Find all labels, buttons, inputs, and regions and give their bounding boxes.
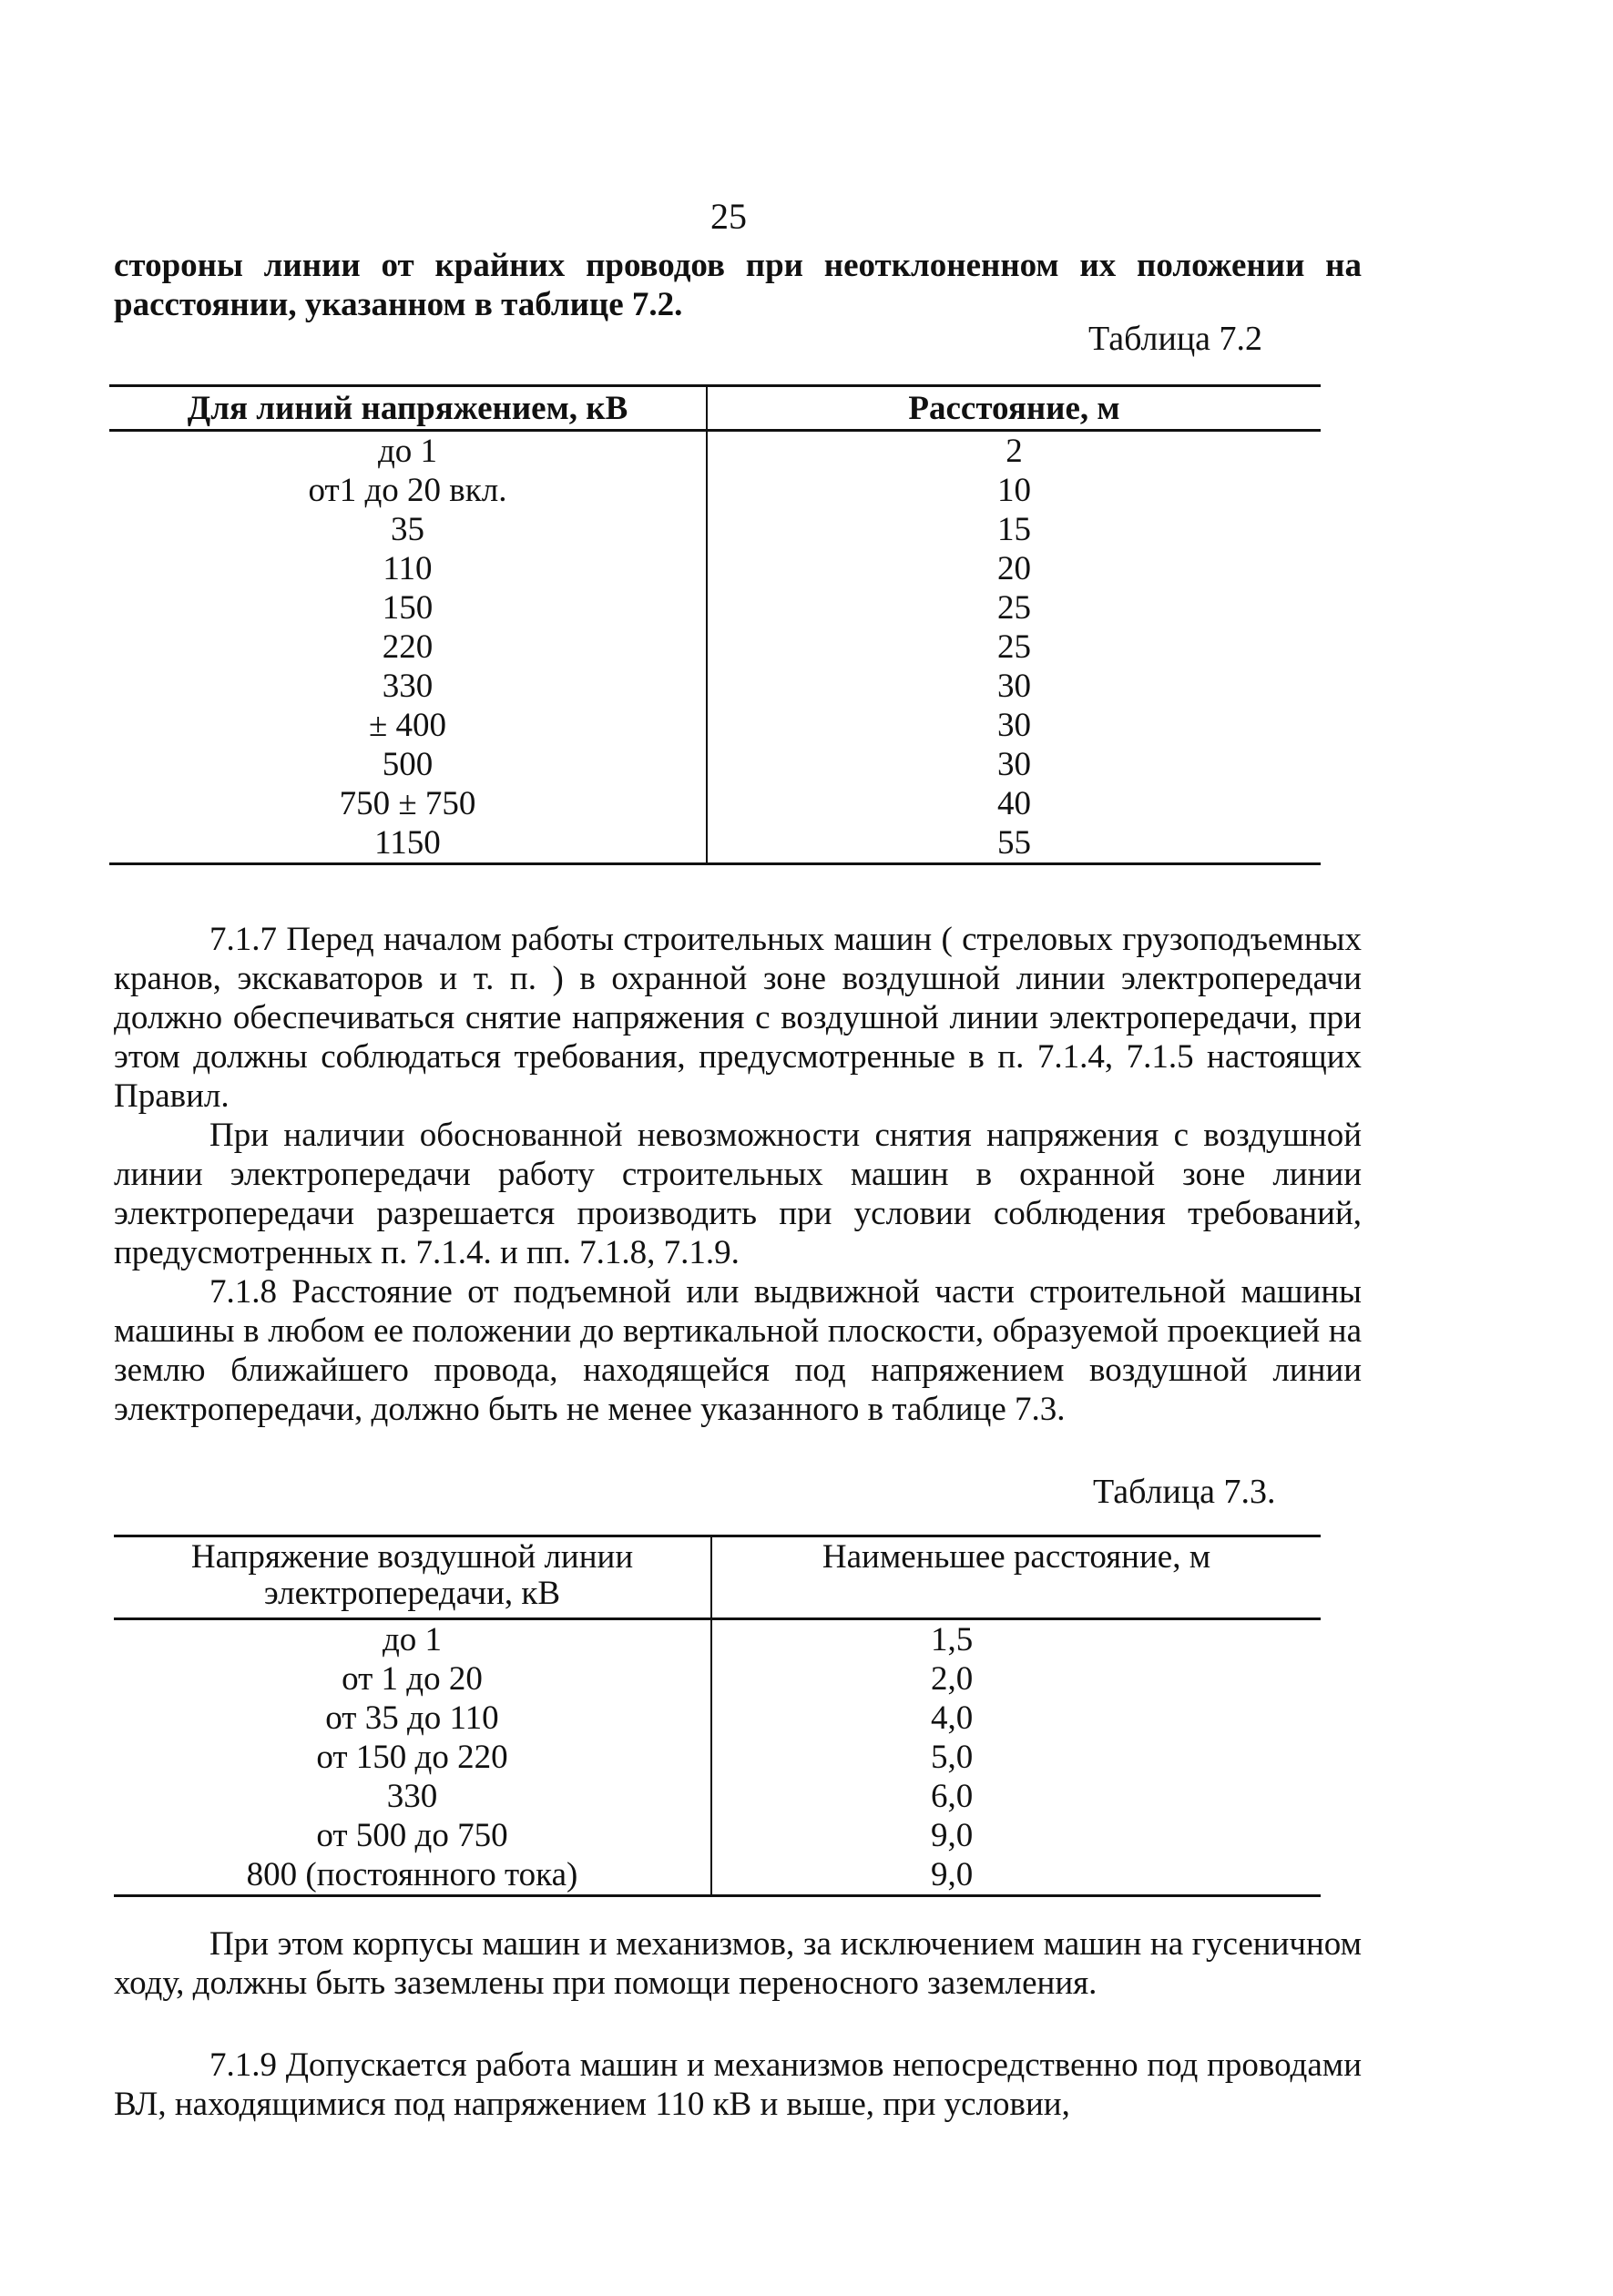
voltage-cell: 220 (109, 628, 707, 667)
table-7-2-header-voltage: Для линий напряжением, кВ (109, 386, 707, 431)
distance-cell: 30 (997, 668, 1031, 705)
voltage-cell: 110 (109, 549, 707, 588)
intro-paragraph: стороны линии от крайних проводов при неотклоненном их положении на расстоянии, указанном в таблице 7.2. (114, 247, 1362, 323)
distance-cell: 15 (997, 511, 1031, 548)
table-row (109, 823, 1321, 864)
table-7-3-header-distance: Наименьшее расстояние, м (711, 1536, 1321, 1619)
voltage-cell: до 1 (109, 431, 707, 472)
table-row (114, 1855, 1321, 1896)
distance-cell: 30 (997, 707, 1031, 744)
distance-cell: 30 (997, 746, 1031, 783)
table-row (114, 1777, 1321, 1816)
table-row (109, 431, 1321, 472)
table-7-3-caption: Таблица 7.3. (1093, 1473, 1276, 1511)
distance-cell: 40 (997, 785, 1031, 822)
distance-cell: 4,0 (931, 1699, 974, 1737)
voltage-cell: от 35 до 110 (114, 1699, 711, 1738)
table-row (114, 1738, 1321, 1777)
voltage-cell: от 500 до 750 (114, 1816, 711, 1855)
distance-cell: 9,0 (711, 1855, 1321, 1896)
distance-cell: 20 (997, 550, 1031, 587)
table-header-row (109, 386, 1321, 431)
voltage-cell: 330 (114, 1777, 711, 1816)
distance-cell: 6,0 (931, 1778, 974, 1815)
table-row (109, 706, 1321, 745)
distance-cell: 10 (997, 472, 1031, 509)
table-7-2-header-distance: Расстояние, м (707, 386, 1321, 431)
distance-cell: 25 (997, 589, 1031, 627)
distance-cell: 1,5 (931, 1621, 974, 1658)
voltage-cell: 35 (109, 510, 707, 549)
table-row (109, 588, 1321, 628)
table-7-2-caption: Таблица 7.2 (1088, 320, 1263, 358)
table-row (109, 510, 1321, 549)
table-7-3 (114, 1535, 1321, 1897)
distance-cell: 55 (707, 823, 1321, 864)
voltage-cell: 750 ± 750 (109, 784, 707, 823)
voltage-cell: от1 до 20 вкл. (109, 471, 707, 510)
voltage-cell: 150 (109, 588, 707, 628)
table-row (109, 784, 1321, 823)
table-header-row (114, 1536, 1321, 1619)
distance-cell: 5,0 (931, 1739, 974, 1776)
section-7-1-7-paragraph: 7.1.7 Перед началом работы строительных машин ( стреловых грузоподъемных кранов, экскаваторов и т. п. ) в охранной зоне воздушной линии электропередачи должно обеспечиваться снятие напряжения с воздушной линии электропередачи, при этом должны соблюдаться требования, предусмотренные в п. 7.1.4, 7.1.5 настоящих Правил. (114, 921, 1362, 1115)
voltage-cell: ± 400 (109, 706, 707, 745)
voltage-cell: 500 (109, 745, 707, 784)
distance-cell: 9,0 (931, 1817, 974, 1854)
table-row (109, 745, 1321, 784)
voltage-cell: 800 (постоянного тока) (114, 1855, 711, 1896)
page-number: 25 (710, 196, 747, 237)
table-7-3-header-voltage: Напряжение воздушной линии электропередачи, кВ (114, 1536, 711, 1619)
table-row (109, 628, 1321, 667)
voltage-cell: 330 (109, 667, 707, 706)
table-row (109, 667, 1321, 706)
table-row (114, 1659, 1321, 1699)
voltage-cell: от 1 до 20 (114, 1659, 711, 1699)
table-7-2 (109, 384, 1321, 865)
grounding-paragraph: При этом корпусы машин и механизмов, за исключением машин на гусеничном ходу, должны быть заземлены при помощи переносного заземления. (114, 1925, 1362, 2002)
table-row (114, 1699, 1321, 1738)
voltage-cell: 1150 (109, 823, 707, 864)
table-row (114, 1816, 1321, 1855)
distance-cell: 2 (1006, 433, 1023, 470)
section-7-1-9-paragraph: 7.1.9 Допускается работа машин и механизмов непосредственно под проводами ВЛ, находящимися под напряжением 110 кВ и выше, при условии, (114, 2046, 1362, 2123)
table-row (109, 549, 1321, 588)
table-row (109, 471, 1321, 510)
table-row (114, 1619, 1321, 1660)
distance-cell: 25 (997, 628, 1031, 666)
section-7-1-7-paragraph-2: При наличии обоснованной невозможности снятия напряжения с воздушной линии электропередачи работу строительных машин в охранной зоне линии электропередачи разрешается производить при условии соблюдения требований, предусмотренных п. 7.1.4. и пп. 7.1.8, 7.1.9. (114, 1117, 1362, 1271)
distance-cell: 2,0 (931, 1660, 974, 1698)
voltage-cell: от 150 до 220 (114, 1738, 711, 1777)
section-7-1-8-paragraph: 7.1.8 Расстояние от подъемной или выдвижной части строительной машины машины в любом ее положении до вертикальной плоскости, образуемой проекцией на землю ближайшего провода, находящейся под напряжением воздушной линии электропередачи, должно быть не менее указанного в таблице 7.3. (114, 1273, 1362, 1428)
voltage-cell: до 1 (114, 1619, 711, 1660)
